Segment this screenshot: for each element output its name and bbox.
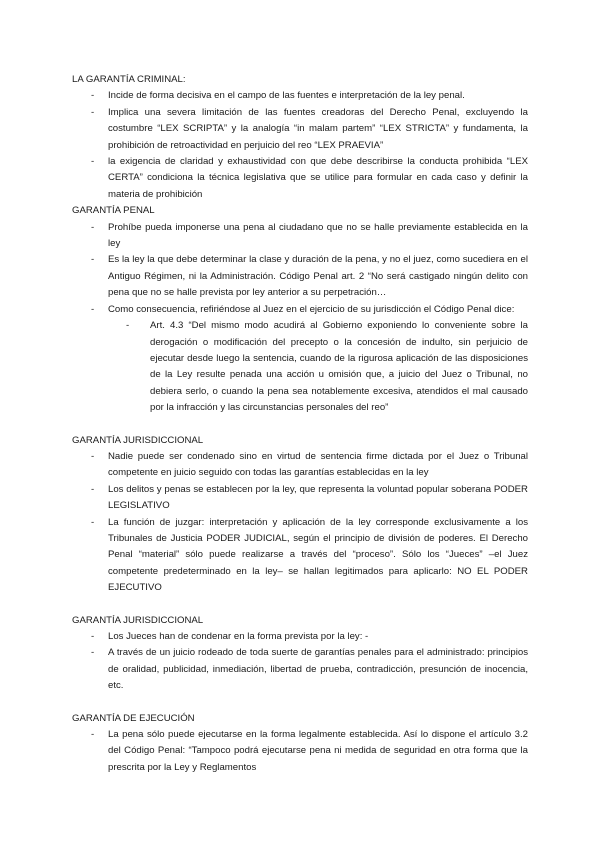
bullet-dash: - bbox=[91, 729, 95, 741]
bullet-dash: - bbox=[91, 647, 95, 659]
list-item bbox=[72, 220, 528, 253]
bullet-dash: - bbox=[91, 221, 95, 233]
bullet-dash: - bbox=[91, 90, 95, 102]
list-item bbox=[72, 154, 528, 203]
list-item-text: Es la ley la que debe determinar la clase y duración de la pena, y no el juez, como sucediera en el Antiguo Régimen, ni la Administración. Código Penal art. 2 “No será castigado ningún delito con pena que no se halle prevista por ley anterior a su perpetración… bbox=[108, 254, 528, 299]
list-item bbox=[72, 482, 528, 515]
bullet-list bbox=[72, 727, 528, 776]
bullet-list bbox=[72, 449, 528, 597]
section-heading: GARANTÍA DE EJECUCIÓN bbox=[72, 712, 195, 724]
bullet-dash: - bbox=[91, 156, 95, 168]
list-item bbox=[72, 727, 528, 776]
section-spacer bbox=[72, 417, 528, 433]
list-item bbox=[72, 629, 528, 645]
bullet-dash: - bbox=[91, 303, 95, 315]
list-item-text: Los Jueces han de condenar en la forma prevista por la ley: - bbox=[108, 631, 369, 642]
list-item-text: La pena sólo puede ejecutarse en la forma legalmente establecida. Así lo dispone el artículo 3.2 del Código Penal: “Tampoco podrá ejecutarse pena ni medida de seguridad en otra forma que la prescrita por la Ley y Reglamentos bbox=[108, 729, 528, 773]
list-item-text: Los delitos y penas se establecen por la ley, que representa la voluntad popular soberana PODER LEGISLATIVO bbox=[108, 483, 528, 512]
section-spacer bbox=[72, 597, 528, 613]
section-heading: GARANTÍA JURISDICCIONAL bbox=[72, 614, 204, 626]
bullet-dash: - bbox=[126, 320, 130, 332]
list-item-text: Como consecuencia, refiriéndose al Juez en el ejercicio de su jurisdicción el Código Penal dice: bbox=[108, 303, 515, 315]
bullet-dash: - bbox=[91, 483, 95, 495]
list-item-text: Prohíbe pueda imponerse una pena al ciudadano que no se halle previamente establecida en la ley bbox=[108, 221, 528, 250]
bullet-list bbox=[72, 629, 528, 695]
list-item bbox=[72, 88, 528, 104]
bullet-list bbox=[72, 88, 528, 203]
section-heading: LA GARANTÍA CRIMINAL: bbox=[72, 74, 186, 85]
list-item bbox=[72, 252, 528, 301]
sub-list-item-text: Art. 4.3 “Del mismo modo acudirá al Gobierno exponiendo lo conveniente sobre la derogación o modificación del precepto o la concesión de indulto, sin perjuicio de ejecutar desde luego la sentencia, cuando de la rigurosa aplicación de las disposiciones de la Ley resulte penada una acción u omisión que, a juicio del Juez o Tribunal, no debiera serlo, o cuando la pena sea notablemente excesiva, atendidos el mal causado por la infracción y las circunstancias personales del reo” bbox=[150, 320, 528, 414]
list-item bbox=[72, 302, 528, 417]
list-item bbox=[72, 645, 528, 694]
sub-bullet-list bbox=[108, 318, 528, 416]
section-heading: GARANTÍA PENAL bbox=[72, 205, 155, 217]
bullet-dash: - bbox=[91, 516, 95, 528]
list-item bbox=[72, 515, 528, 597]
bullet-list bbox=[72, 220, 528, 417]
bullet-dash: - bbox=[91, 254, 95, 266]
list-item-text: Nadie puede ser condenado sino en virtud de sentencia firme dictada por el Juez o Tribunal competente en juicio seguido con todas las garantías establecidas en la ley bbox=[108, 450, 528, 479]
list-item bbox=[72, 449, 528, 482]
list-item-text: la exigencia de claridad y exhaustividad con que debe describirse la conducta prohibida “LEX CERTA” condiciona la técnica legislativa que se utilice para formular en cada caso y definir la materia de prohibición bbox=[108, 156, 528, 200]
section-heading: GARANTÍA JURISDICCIONAL bbox=[72, 434, 204, 446]
sub-list-item bbox=[108, 318, 528, 416]
section-spacer bbox=[72, 695, 528, 711]
bullet-dash: - bbox=[91, 631, 95, 642]
list-item-text: La función de juzgar: interpretación y aplicación de la ley corresponde exclusivamente a los Tribunales de Justicia PODER JUDICIAL, según el principio de división de poderes. El Derecho Penal “material” sólo puede realizarse a través del “proceso”. Sólo los “Jueces” –el Juez competente predeterminado en la ley– se hallan legitimados para aplicarlo: NO EL PODER EJECUTIVO bbox=[108, 516, 528, 594]
list-item-text: A través de un juicio rodeado de toda suerte de garantías penales para el administrado: principios de oralidad, publicidad, inmediación, libertad de prueba, contradicción, presunción de inocencia, etc. bbox=[108, 647, 528, 692]
list-item-text: Implica una severa limitación de las fuentes creadoras del Derecho Penal, excluyendo la costumbre “LEX SCRIPTA” y la analogía “in malam partem” “LEX STRICTA” y fundamenta, la prohibición de retroactividad en perjuicio del reo “LEX PRAEVIA” bbox=[108, 106, 528, 151]
list-item bbox=[72, 105, 528, 154]
bullet-dash: - bbox=[91, 106, 95, 118]
bullet-dash: - bbox=[91, 450, 95, 462]
list-item-text: Incide de forma decisiva en el campo de las fuentes e interpretación de la ley penal. bbox=[108, 90, 465, 102]
